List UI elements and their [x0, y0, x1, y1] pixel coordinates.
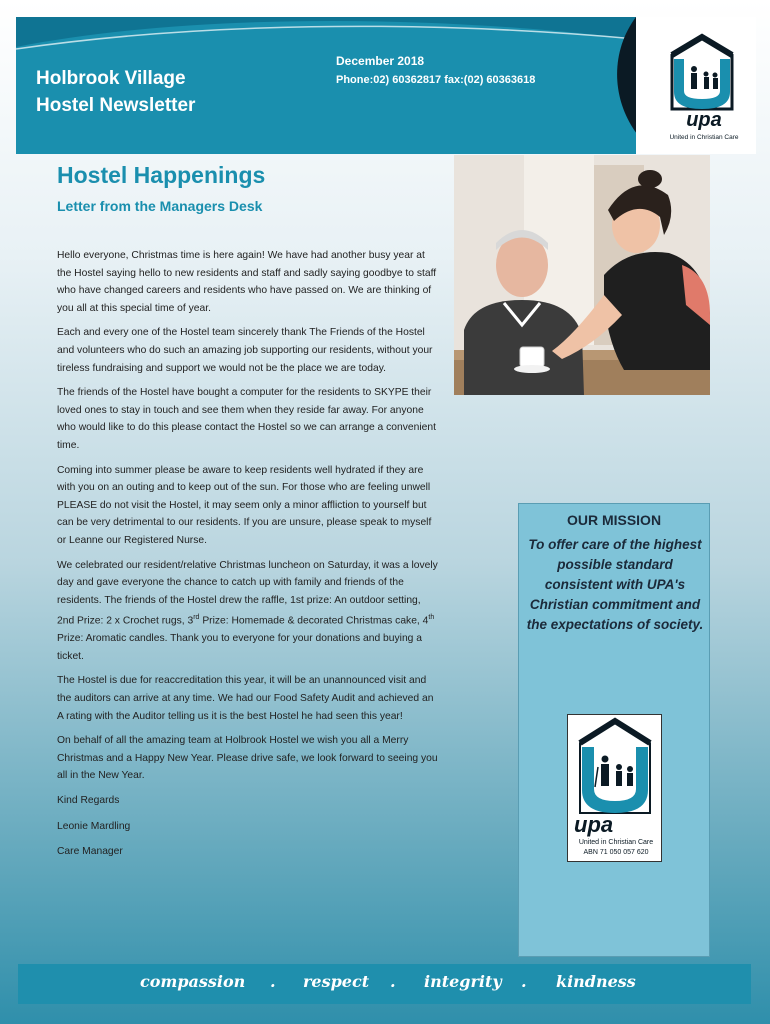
upa-mission-logo	[567, 714, 662, 862]
mission-title: OUR MISSION	[566, 512, 662, 528]
value-separator: .	[521, 972, 527, 991]
letter-signer-role: Care Manager	[57, 846, 123, 858]
letter-body	[57, 247, 439, 869]
value-compassion: compassion	[140, 972, 246, 991]
upa-logo-text: upa	[686, 109, 722, 131]
value-integrity: integrity	[424, 972, 502, 991]
letter-signer-name: Leonie Mardling	[57, 820, 131, 832]
luncheon-text-c: Prize: Aromatic candles. Thank you to everyone for your donations and buying a ticket.	[57, 633, 422, 662]
mission-box	[518, 503, 710, 957]
luncheon-text-b: Prize: Homemade & decorated Christmas cake, 4	[199, 615, 429, 627]
section-heading: Hostel Happenings	[57, 162, 266, 188]
letter-paragraph: Coming into summer please be aware to keep residents well hydrated if they are with you on an outing and to keep out of the sun. For those who are feeling unwell PLEASE do not visit the Hostel, it may seem only a minor affliction to yourself but can be very detrimental to our residents. If you are unsure, please speak to myself or Leanne our Registered Nurse.	[57, 464, 432, 546]
issue-date: December 2018	[336, 54, 425, 68]
newsletter-title-line2: Hostel Newsletter	[36, 95, 196, 116]
letter-paragraph: Hello everyone, Christmas time is here again! We have had another busy year at the Hostel saying hello to new residents and staff and sadly saying goodbye to staff who have changed careers and residents who have passed on. We are thinking of you all at this special time of year.	[57, 250, 437, 314]
letter-paragraph: Each and every one of the Hostel team sincerely thank The Friends of the Hostel and volunteers who do such an amazing job supporting our residents, without your tireless fundraising and support we would not be the place we are today.	[57, 327, 433, 374]
upa-mission-logo-tagline: United in Christian Care	[578, 839, 654, 846]
upa-mission-logo-text: upa	[574, 812, 614, 837]
upa-logo	[636, 17, 756, 154]
value-separator: .	[390, 972, 396, 991]
mission-statement: To offer care of the highest possible standard consistent with UPA's Christian commitment and the expectations of society.	[526, 537, 704, 632]
section-subheading: Letter from the Managers Desk	[57, 198, 263, 214]
contact-numbers: Phone:02) 60362817 fax:(02) 60363618	[336, 74, 536, 86]
letter-signoff: Kind Regards	[57, 795, 120, 807]
letter-paragraph: The friends of the Hostel have bought a computer for the residents to SKYPE their loved ones to stay in touch and see them when they reside far away. For anyone who would like to do this please contact the Hostel so we can arrange a convenient time.	[57, 387, 436, 451]
newsletter-title	[36, 65, 195, 119]
letter-paragraph-luncheon	[57, 557, 439, 666]
values-footer	[18, 964, 751, 1004]
letter-paragraph: On behalf of all the amazing team at Holbrook Hostel we wish you all a Merry Christmas and a Happy New Year. Please drive safe, we look forward to seeing you all in the New Year.	[57, 735, 438, 782]
value-kindness: kindness	[556, 972, 636, 991]
luncheon-text-a: We celebrated our resident/relative Christmas luncheon on Saturday, it was a lovely day and gave everyone the chance to catch up with family and friends of the residents. The friends of the Hostel drew the raffle, 1st prize: An outdoor setting, 2nd Prize: 2 x Crochet rugs, 3	[57, 559, 438, 627]
letter-paragraph: The Hostel is due for reaccreditation this year, it will be an unannounced visit and the auditors can arrive at any time. We had our Food Safety Audit and achieved an A rating with the Auditor telling us it is the best Hostel he had seen this year!	[57, 675, 434, 722]
photo-resident-and-carer	[454, 155, 710, 395]
newsletter-title-line1: Holbrook Village	[36, 68, 186, 89]
value-separator: .	[270, 972, 276, 991]
values-words	[18, 972, 751, 996]
value-respect: respect	[303, 972, 370, 991]
upa-logo-tagline: United in Christian Care	[669, 134, 739, 141]
luncheon-sup-rd: rd	[193, 614, 200, 622]
luncheon-sup-th: th	[428, 614, 435, 622]
upa-mission-logo-abn: ABN 71 050 057 620	[583, 849, 649, 856]
